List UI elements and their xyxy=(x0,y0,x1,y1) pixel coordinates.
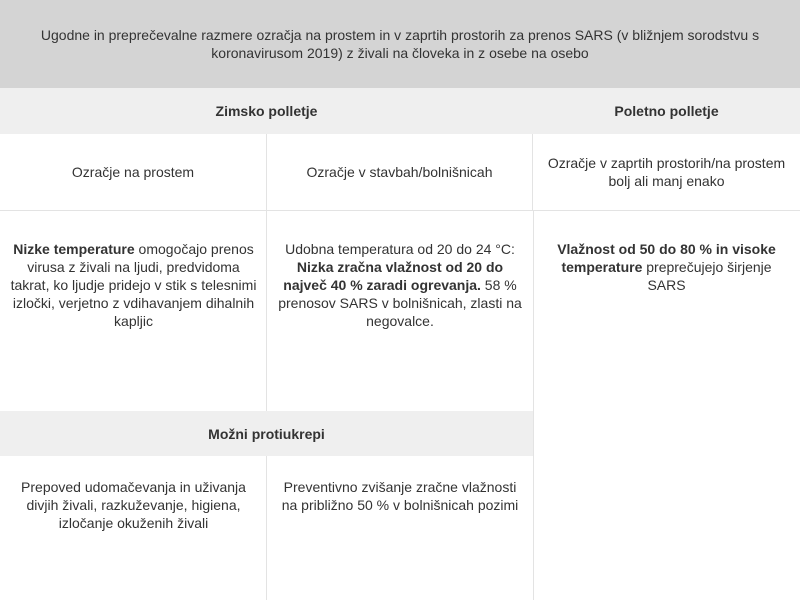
countermeasures-header: Možni protiukrepi xyxy=(0,411,533,456)
countermeasure-outdoor: Prepoved udomačevanja in uživanja divjih živali, razkuževanje, higiena, izločanje okuženih živali xyxy=(21,479,246,531)
outdoor-conditions-cell xyxy=(0,240,267,330)
summer-conditions-bold: Vlažnost od 50 do 80 % in visoke temperature xyxy=(557,241,776,275)
summer-header: Poletno polletje xyxy=(533,88,800,134)
subheader-indoor: Ozračje v stavbah/bolnišnicah xyxy=(267,134,533,211)
subheader-summer: Ozračje v zaprtih prostorih/na prostem bolj ali manj enako xyxy=(533,134,800,211)
summer-conditions-text: preprečujejo širjenje SARS xyxy=(642,259,772,293)
summer-conditions-cell xyxy=(533,240,800,294)
indoor-conditions-bold: Nizka zračna vlažnost od 20 do največ 40 % zaradi ogrevanja. xyxy=(283,259,504,293)
table-title xyxy=(0,0,800,88)
indoor-conditions-intro: Udobna temperatura od 20 do 24 °C: xyxy=(285,241,515,257)
winter-header: Zimsko polletje xyxy=(0,88,533,134)
countermeasure-indoor: Preventivno zvišanje zračne vlažnosti na približno 50 % v bolnišnicah pozimi xyxy=(281,479,519,513)
outdoor-conditions-bold: Nizke temperature xyxy=(13,241,135,257)
subheader-outdoor: Ozračje na prostem xyxy=(0,134,267,211)
indoor-conditions-text: 58 % prenosov SARS v bolnišnicah, zlasti na negovalce. xyxy=(278,277,522,329)
table-title-text: Ugodne in preprečevalne razmere ozračja na prostem in v zaprtih prostorih za prenos SARS (v bližnjem sorodstvu s koronavirusom 2019) z živali na človeka in z osebe na osebo xyxy=(40,27,760,61)
outdoor-conditions-text: omogočajo prenos virusa z živali na ljudi, predvidoma takrat, ko ljudje pridejo v stik s telesnimi izločki, verjetno z vdihavanjem dihalnih kapljic xyxy=(10,241,257,329)
indoor-conditions-cell xyxy=(267,240,533,330)
